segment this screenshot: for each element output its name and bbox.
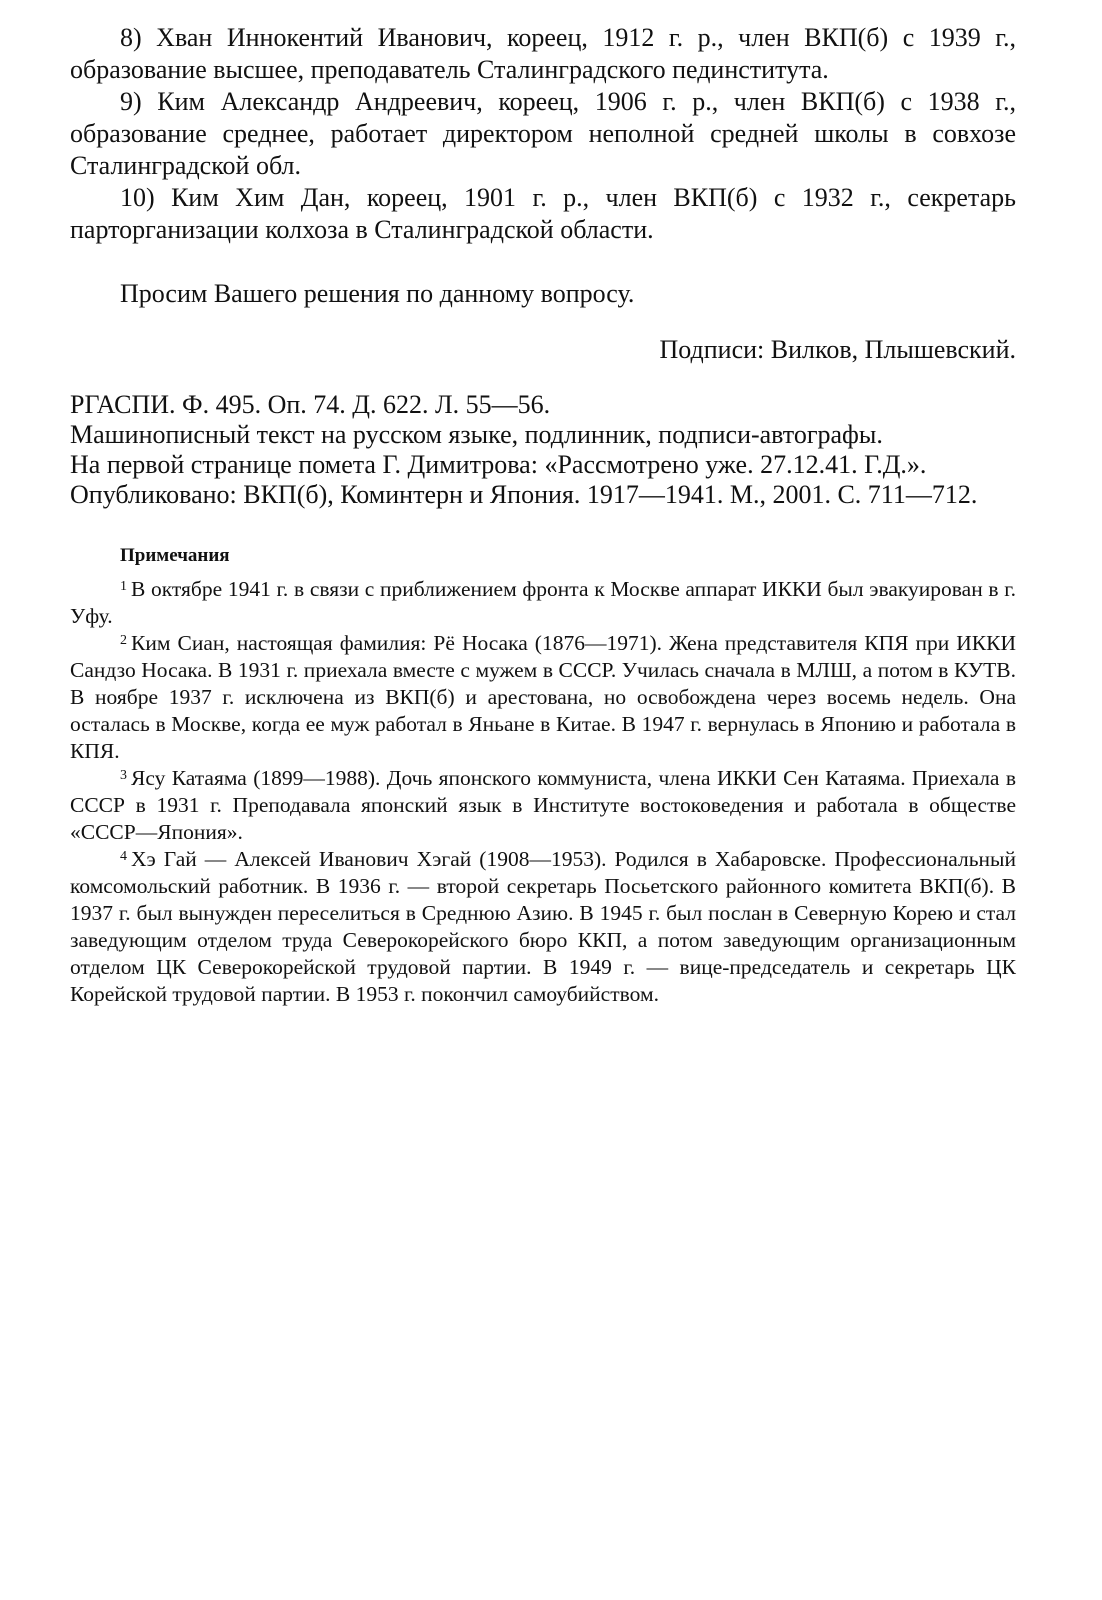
dimitrov-mark: На первой странице помета Г. Димитрова: «Рассмотрено уже. 27.12.41. Г.Д.».	[70, 450, 927, 479]
candidate-list	[70, 22, 1016, 246]
footnote-number: 1	[120, 579, 127, 594]
request-text: Просим Вашего решения по данному вопросу.	[120, 279, 635, 308]
document-page	[70, 22, 1016, 1008]
document-description: Машинописный текст на русском языке, подлинник, подписи-автографы.	[70, 420, 883, 449]
list-item: 8) Хван Иннокентий Иванович, кореец, 1912 г. р., член ВКП(б) с 1939 г., образование высшее, преподаватель Сталинградского пединститута.	[70, 23, 1016, 84]
footnote-number: 3	[120, 768, 127, 783]
footnote-text: Ким Сиан, настоящая фамилия: Рё Носака (1876—1971). Жена представителя КПЯ при ИККИ Сандзо Носака. В 1931 г. приехала вместе с мужем в СССР. Училась сначала в МЛШ, а потом в КУТВ. В ноябре 1937 г. исключена из ВКП(б) и арестована, но освобождена через восемь недель. Она осталась в Москве, когда ее муж работал в Яньане в Китае. В 1947 г. вернулась в Японию и работала в КПЯ.	[70, 631, 1016, 763]
signatures-line: Подписи: Вилков, Плышевский.	[659, 335, 1016, 364]
notes-list	[70, 576, 1016, 1008]
publication-reference: Опубликовано: ВКП(б), Коминтерн и Япония. 1917—1941. М., 2001. С. 711—712.	[70, 480, 978, 509]
footnote-text: Ясу Катаяма (1899—1988). Дочь японского коммуниста, члена ИККИ Сен Катаяма. Приехала в СССР в 1931 г. Преподавала японский язык в Институте востоковедения и работала в обществе «СССР—Япония».	[70, 766, 1016, 844]
archive-reference: РГАСПИ. Ф. 495. Оп. 74. Д. 622. Л. 55—56.	[70, 390, 551, 419]
footnote	[70, 765, 1016, 846]
list-item: 9) Ким Александр Андреевич, кореец, 1906 г. р., член ВКП(б) с 1938 г., образование среднее, работает директором неполной средней школы в совхозе Сталинградской обл.	[70, 87, 1016, 180]
list-item: 10) Ким Хим Дан, кореец, 1901 г. р., член ВКП(б) с 1932 г., секретарь парторганизации колхоза в Сталинградской области.	[70, 183, 1016, 244]
footnote	[70, 576, 1016, 630]
footnote	[70, 846, 1016, 1008]
footnote-text: В октябре 1941 г. в связи с приближением фронта к Москве аппарат ИККИ был эвакуирован в г. Уфу.	[70, 577, 1016, 628]
footnote-number: 4	[120, 849, 127, 864]
footnote	[70, 630, 1016, 765]
footnote-number: 2	[120, 633, 127, 648]
footnote-text: Хэ Гай — Алексей Иванович Хэгай (1908—1953). Родился в Хабаровске. Профессиональный комсомольский работник. В 1936 г. — второй секретарь Посьетского районного комитета ВКП(б). В 1937 г. был вынужден переселиться в Среднюю Азию. В 1945 г. был послан в Северную Корею и стал заведующим отделом труда Северокорейского бюро ККП, а потом заведующим организационным отделом ЦК Северокорейской трудовой партии. В 1949 г. — вице-председатель и секретарь ЦК Корейской трудовой партии. В 1953 г. покончил самоубийством.	[70, 847, 1016, 1006]
notes-heading: Примечания	[120, 545, 230, 566]
archive-source-block	[70, 390, 1016, 510]
